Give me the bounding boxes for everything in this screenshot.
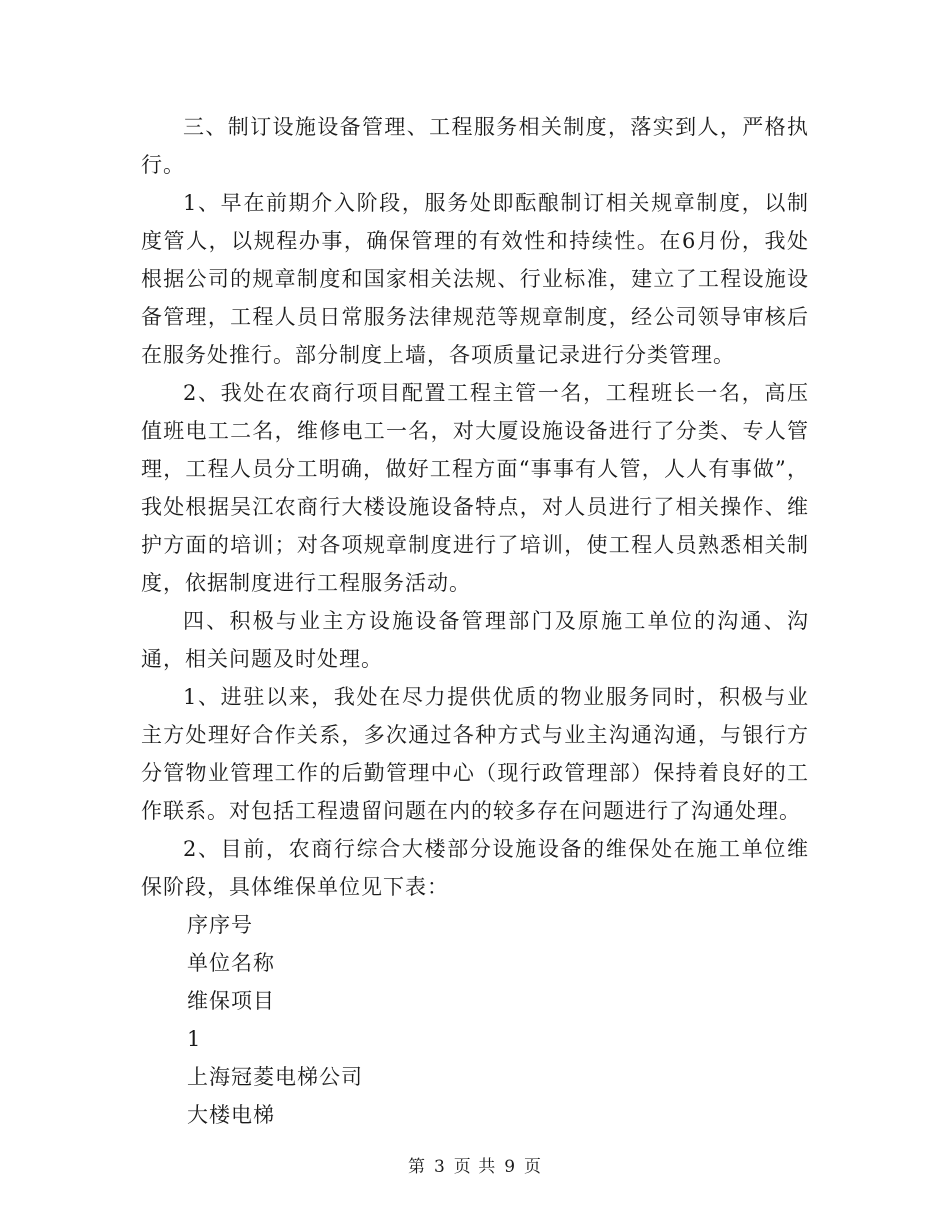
- paragraph: 1、进驻以来，我处在尽力提供优质的物业服务同时，积极与业主方处理好合作关系，多次通过各种方式与业主沟通沟通，与银行方分管物业管理工作的后勤管理中心（现行政管理部）保持着良好的工作联系。对包括工程遗留问题在内的较多存在问题进行了沟通处理。: [141, 685, 809, 823]
- table-cell-index: 1: [187, 1027, 202, 1051]
- section-heading-4: 四、积极与业主方设施设备管理部门及原施工单位的沟通、沟通，相关问题及时处理。: [141, 609, 809, 671]
- table-header-index: 序序号: [187, 913, 253, 937]
- document-body: [141, 108, 809, 1134]
- paragraph: 2、目前，农商行综合大楼部分设施设备的维保处在施工单位维保阶段，具体维保单位见下表：: [141, 837, 809, 899]
- total-page-count: 9: [504, 1157, 517, 1177]
- table-header-unit-name: 单位名称: [187, 951, 275, 975]
- footer-middle: 页 共: [453, 1157, 497, 1177]
- paragraph: 1、早在前期介入阶段，服务处即酝酿制订相关规章制度，以制度管人，以规程办事，确保管理的有效性和持续性。在6月份，我处根据公司的规章制度和国家相关法规、行业标准，建立了工程设施设备管理，工程人员日常服务法律规范等规章制度，经公司领导审核后在服务处推行。部分制度上墙，各项质量记录进行分类管理。: [141, 191, 809, 367]
- current-page-number: 3: [433, 1157, 446, 1177]
- paragraph: 2、我处在农商行项目配置工程主管一名，工程班长一名，高压值班电工二名，维修电工一名，对大厦设施设备进行了分类、专人管理，工程人员分工明确，做好工程方面“事事有人管，人人有事做”，我处根据吴江农商行大楼设施设备特点，对人员进行了相关操作、维护方面的培训；对各项规章制度进行了培训，使工程人员熟悉相关制度，依据制度进行工程服务活动。: [141, 381, 809, 595]
- maintenance-table: [141, 906, 809, 1134]
- table-cell-maintenance-item: 大楼电梯: [187, 1103, 275, 1127]
- footer-prefix: 第: [407, 1157, 426, 1177]
- page-footer: [0, 1152, 950, 1177]
- footer-suffix: 页: [524, 1157, 543, 1177]
- section-heading-3: 三、制订设施设备管理、工程服务相关制度，落实到人，严格执行。: [141, 115, 809, 177]
- table-cell-unit-name: 上海冠菱电梯公司: [187, 1065, 363, 1089]
- table-header-maintenance-item: 维保项目: [187, 989, 275, 1013]
